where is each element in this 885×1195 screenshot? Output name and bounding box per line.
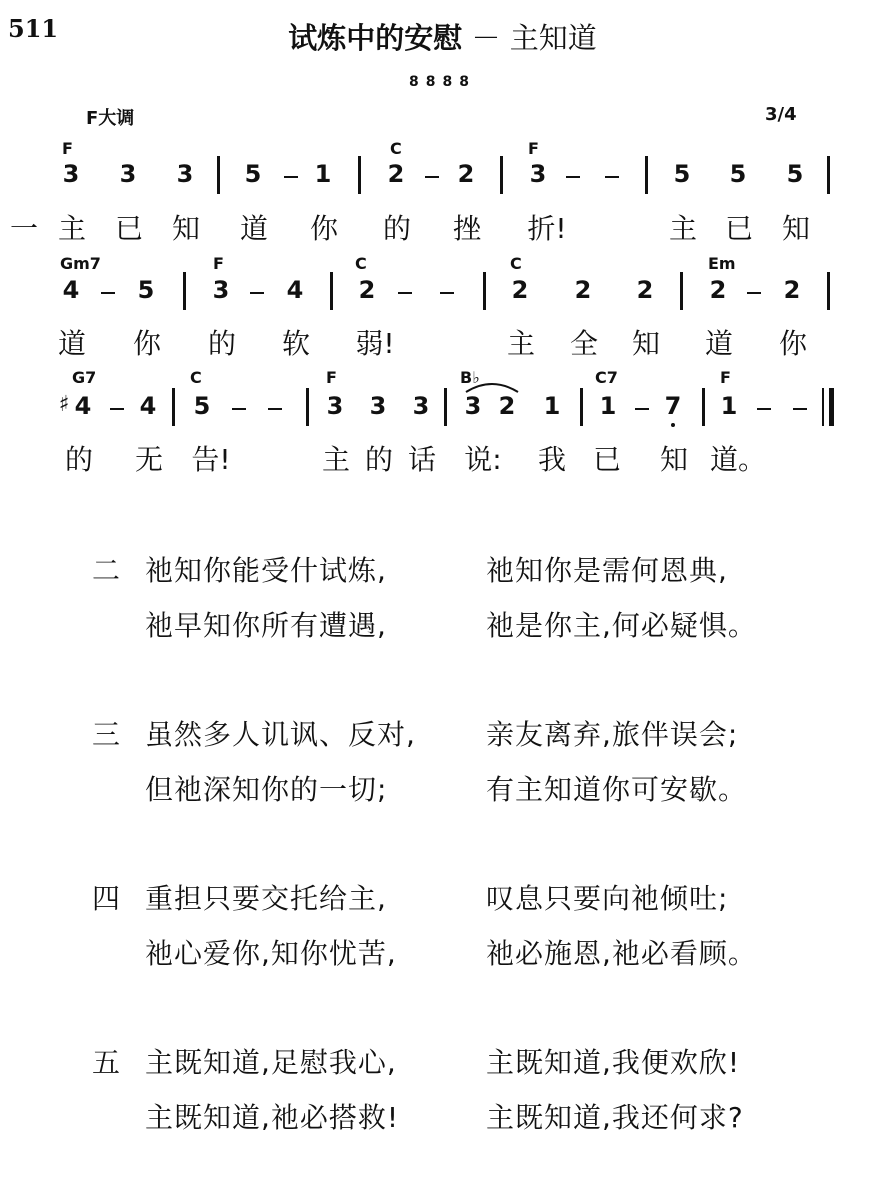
note: 2: [498, 392, 516, 420]
lyric: 的: [64, 443, 93, 476]
lyric: 主: [321, 443, 350, 476]
note: 2: [387, 160, 405, 188]
hold-dash: [232, 408, 246, 410]
verse-line: 祂知你能受什试炼,: [145, 554, 387, 587]
verse-number: 五: [92, 1046, 121, 1079]
final-barline-thick: [829, 388, 834, 426]
note: 3: [529, 160, 547, 188]
barline: [330, 272, 333, 310]
lyric: 话: [407, 443, 436, 476]
barline: [483, 272, 486, 310]
lyric: 知: [659, 443, 688, 476]
verse-line: 主既知道,我还何求?: [486, 1101, 744, 1134]
barline: [827, 272, 830, 310]
note: 2: [783, 276, 801, 304]
note: 1: [599, 392, 617, 420]
lyric: 知: [631, 327, 660, 360]
verse-line: 祂早知你所有遭遇,: [145, 609, 387, 642]
lyric: 的: [364, 443, 393, 476]
lyric: 你: [309, 212, 338, 245]
verse-line: 亲友离弃,旅伴误会;: [486, 718, 739, 751]
chord: G7: [72, 368, 97, 387]
chord: F: [326, 368, 337, 387]
hold-dash: [398, 292, 412, 294]
note: 3: [62, 160, 80, 188]
verse-line: 祂心爱你,知你忧苦,: [145, 937, 397, 970]
note: 3: [464, 392, 482, 420]
hold-dash: [268, 408, 282, 410]
chord: Gm7: [60, 254, 101, 273]
verse-line: 叹息只要向祂倾吐;: [486, 882, 729, 915]
note: 1: [543, 392, 561, 420]
meter: 8888: [409, 74, 476, 90]
note: 1: [720, 392, 738, 420]
chord: F: [213, 254, 224, 273]
lower-octave-dot: [671, 423, 675, 427]
note: 2: [358, 276, 376, 304]
final-barline-thin: [822, 388, 824, 426]
lyric: 你: [132, 327, 161, 360]
note: 2: [457, 160, 475, 188]
lyric: 道。: [710, 443, 767, 476]
hold-dash: [747, 292, 761, 294]
lyric: 说:: [464, 443, 502, 476]
chord: Em: [708, 254, 736, 273]
hymn-title: [0, 16, 885, 57]
note: 1: [314, 160, 332, 188]
verse-line: 祂必施恩,祂必看顾。: [486, 937, 757, 970]
title-subtitle: 主知道: [509, 21, 597, 55]
verse-line: 主既知道,祂必搭救!: [145, 1101, 400, 1134]
lyric: 已: [592, 443, 621, 476]
lyric: 的: [207, 327, 236, 360]
barline: [500, 156, 503, 194]
hold-dash: [635, 408, 649, 410]
lyric: 我: [537, 443, 566, 476]
lyric: 道: [239, 212, 268, 245]
chord: C: [190, 368, 202, 387]
chord: B♭: [460, 368, 480, 387]
note: 2: [636, 276, 654, 304]
lyric: 的: [382, 212, 411, 245]
chord: C7: [595, 368, 618, 387]
title-main: 试炼中的安慰: [288, 21, 463, 55]
barline: [358, 156, 361, 194]
hold-dash: [757, 408, 771, 410]
note: 3: [412, 392, 430, 420]
note: 4: [139, 392, 157, 420]
sharp-accidental: ♯: [58, 392, 70, 417]
note: 7: [664, 392, 682, 420]
lyric: 主: [668, 212, 697, 245]
hold-dash: [425, 176, 439, 178]
barline: [444, 388, 447, 426]
note: 5: [786, 160, 804, 188]
note: 5: [673, 160, 691, 188]
verse-line: 祂是你主,何必疑惧。: [486, 609, 757, 642]
note: 5: [729, 160, 747, 188]
verse-number: 四: [92, 882, 121, 915]
note: 3: [176, 160, 194, 188]
chord: C: [390, 139, 402, 158]
hold-dash: [793, 408, 807, 410]
verse-line: 但祂深知你的一切;: [145, 773, 388, 806]
hold-dash: [250, 292, 264, 294]
lyric: 挫: [452, 212, 481, 245]
barline: [827, 156, 830, 194]
lyric: 道: [57, 327, 86, 360]
lyric: 知: [171, 212, 200, 245]
note: 3: [326, 392, 344, 420]
note: 2: [574, 276, 592, 304]
lyric: 主: [506, 327, 535, 360]
time-signature: 3/4: [765, 104, 797, 125]
lyric: 你: [778, 327, 807, 360]
note: 2: [709, 276, 727, 304]
verse-line: 重担只要交托给主,: [145, 882, 387, 915]
chord: F: [528, 139, 539, 158]
note: 3: [212, 276, 230, 304]
chord: F: [62, 139, 73, 158]
note: 2: [511, 276, 529, 304]
lyric: 弱!: [355, 327, 395, 360]
barline: [306, 388, 309, 426]
verse-line: 祂知你是需何恩典,: [486, 554, 728, 587]
note: 4: [74, 392, 92, 420]
barline: [645, 156, 648, 194]
hold-dash: [284, 176, 298, 178]
lyric: 已: [724, 212, 753, 245]
lyric: 一: [9, 212, 38, 245]
note: 4: [286, 276, 304, 304]
hymn-number: 511: [8, 14, 59, 43]
title-separator: －: [471, 21, 501, 55]
verse-number: 三: [92, 718, 121, 751]
lyric: 全: [569, 327, 598, 360]
hold-dash: [605, 176, 619, 178]
verse-line: 主既知道,足慰我心,: [145, 1046, 397, 1079]
lyric: 知: [781, 212, 810, 245]
verse-line: 有主知道你可安歇。: [486, 773, 748, 806]
lyric: 折!: [527, 212, 567, 245]
chord: F: [720, 368, 731, 387]
barline: [702, 388, 705, 426]
lyric: 主: [57, 212, 86, 245]
note: 3: [369, 392, 387, 420]
hold-dash: [110, 408, 124, 410]
note: 5: [137, 276, 155, 304]
hold-dash: [566, 176, 580, 178]
barline: [217, 156, 220, 194]
barline: [172, 388, 175, 426]
note: 5: [244, 160, 262, 188]
barline: [580, 388, 583, 426]
verse-number: 二: [92, 554, 121, 587]
lyric: 道: [704, 327, 733, 360]
barline: [680, 272, 683, 310]
chord: C: [510, 254, 522, 273]
note: 4: [62, 276, 80, 304]
lyric: 告!: [191, 443, 231, 476]
note: 5: [193, 392, 211, 420]
lyric: 已: [114, 212, 143, 245]
barline: [183, 272, 186, 310]
key-signature: F大调: [86, 108, 135, 129]
chord: C: [355, 254, 367, 273]
tie-arc: [462, 376, 522, 396]
lyric: 无: [134, 443, 163, 476]
lyric: 软: [281, 327, 310, 360]
verse-line: 虽然多人讥讽、反对,: [145, 718, 416, 751]
verse-line: 主既知道,我便欢欣!: [486, 1046, 741, 1079]
hold-dash: [101, 292, 115, 294]
note: 3: [119, 160, 137, 188]
hold-dash: [440, 292, 454, 294]
